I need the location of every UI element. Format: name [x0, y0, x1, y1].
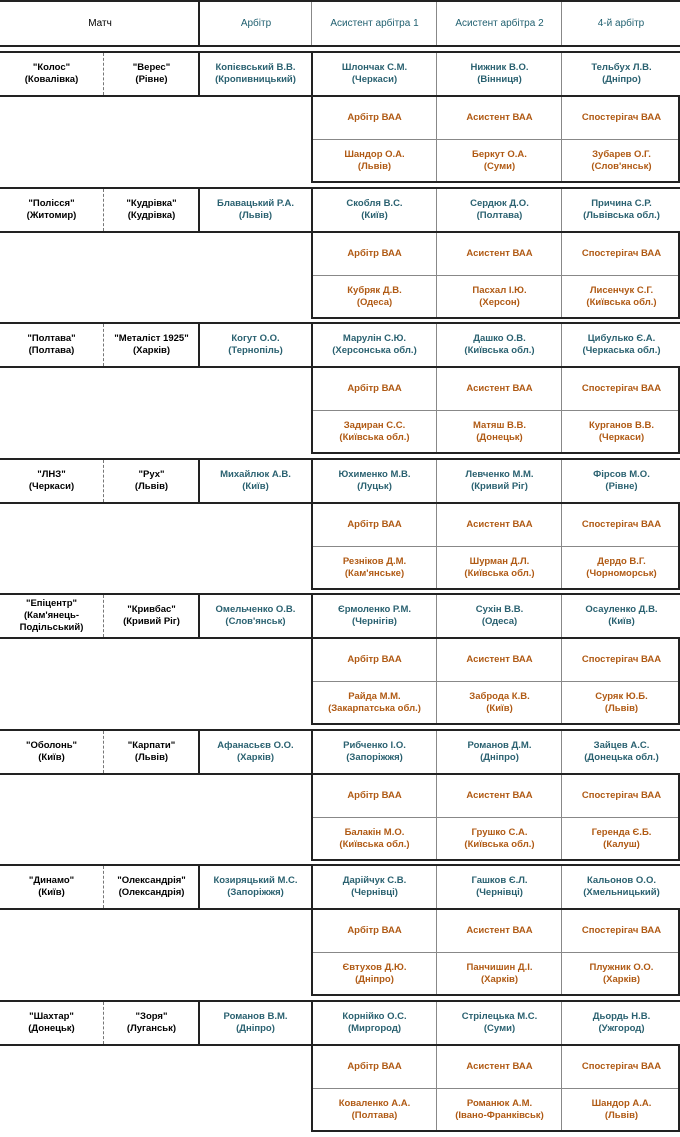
var-assistant-label: Асистент ВАА — [466, 925, 533, 936]
cell-line: (Миргород) — [347, 1023, 402, 1034]
cell-line: Шандор О.А. — [344, 148, 405, 160]
match-block — [0, 187, 680, 319]
cell-line: Райда М.М. — [348, 690, 401, 702]
referee-cell — [200, 460, 311, 502]
var-bottom-border — [311, 994, 680, 996]
cell-line: (Дніпро) — [480, 752, 519, 763]
cell-line: Шлончак С.М. — [341, 62, 408, 73]
cell-line: "Кудрівка" — [126, 198, 177, 209]
cell-divider — [436, 1002, 437, 1044]
header-divider — [561, 2, 562, 45]
cell-line: Сердюк Д.О. — [470, 198, 529, 209]
var-col-divider — [561, 504, 562, 588]
cell-line: Сухін В.В. — [475, 604, 524, 615]
referee-cell — [200, 731, 311, 773]
cell-line: (Львів) — [604, 1109, 639, 1121]
var-assistant-cell — [438, 682, 561, 723]
fourth-official-cell — [563, 866, 680, 908]
cell-line: Стрілецька М.С. — [461, 1011, 538, 1022]
cell-line: Когут О.О. — [231, 333, 280, 344]
cell-line: (Херсонська обл.) — [332, 345, 417, 356]
table-header — [0, 0, 680, 47]
var-assistant-label: Асистент ВАА — [466, 1061, 533, 1072]
cell-line: (Київська обл.) — [464, 567, 535, 579]
var-referee-cell — [313, 411, 436, 452]
var-observer-label: Спостерігач ВАА — [581, 1061, 662, 1072]
match-block — [0, 864, 680, 996]
var-referee-label: Арбітр ВАА — [347, 383, 402, 394]
assistant1-cell — [313, 189, 436, 231]
var-assistant-cell — [438, 547, 561, 588]
cell-line: Панчишин Д.І. — [466, 961, 533, 973]
cell-line: (Київська обл.) — [464, 345, 535, 356]
cell-line: (Полтава) — [351, 1109, 398, 1121]
referee-cell — [200, 1002, 311, 1044]
cell-line: Геренда Є.Б. — [591, 826, 652, 838]
cell-line: (Черкаська обл.) — [582, 345, 661, 356]
cell-divider — [436, 53, 437, 95]
cell-line: Шандор А.А. — [591, 1097, 652, 1109]
var-assistant-label: Асистент ВАА — [466, 790, 533, 801]
home-team — [0, 460, 103, 502]
cell-line: (Київська обл.) — [339, 431, 410, 443]
cell-line: Корнійко О.С. — [342, 1011, 407, 1022]
var-bottom-border — [311, 181, 680, 183]
cell-line: Єрмоленко Р.М. — [337, 604, 411, 615]
var-assistant-label: Асистент ВАА — [466, 654, 533, 665]
cell-line: (Харків) — [603, 973, 640, 985]
cell-line: "Полісся" — [28, 198, 75, 209]
cell-line: Плужник О.О. — [589, 961, 654, 973]
cell-line: (Харків) — [133, 345, 170, 356]
assistant2-cell — [438, 595, 561, 637]
cell-line: (Рівне) — [135, 74, 168, 85]
cell-line: Омельченко О.В. — [215, 604, 296, 615]
cell-line: (Тернопіль) — [228, 345, 283, 356]
cell-line: (Черкаси) — [598, 431, 645, 443]
cell-line: Рибченко І.О. — [343, 740, 406, 751]
cell-line: "Шахтар" — [29, 1011, 74, 1022]
cell-line: (Черкаси) — [351, 74, 398, 85]
fourth-official-cell — [563, 189, 680, 231]
cell-line: (Кам'янське) — [344, 567, 405, 579]
cell-line: Блавацький Р.А. — [217, 198, 294, 209]
var-referee-cell — [313, 953, 436, 994]
cell-line: "Динамо" — [28, 875, 75, 886]
cell-line: (Ковалівка) — [24, 74, 79, 85]
cell-line: Дарійчук С.В. — [342, 875, 407, 886]
cell-line: Козиряцький М.С. — [213, 875, 298, 886]
cell-divider — [561, 324, 562, 366]
home-team — [0, 866, 103, 908]
assistant2-cell — [438, 189, 561, 231]
fourth-official-cell — [563, 324, 680, 366]
away-team — [104, 866, 199, 908]
cell-line: (Донецька обл.) — [584, 752, 659, 763]
cell-line: (Суми) — [483, 1023, 516, 1034]
cell-line: (Київ) — [38, 887, 65, 898]
cell-line: (Вінниця) — [477, 74, 522, 85]
cell-line: "ЛНЗ" — [37, 469, 66, 480]
away-team — [104, 1002, 199, 1044]
var-observer-cell — [563, 411, 680, 452]
cell-line: Скобля В.С. — [346, 198, 403, 209]
cell-line: (Івано-Франківськ) — [455, 1109, 544, 1121]
cell-line: (Дніпро) — [602, 74, 641, 85]
cell-line: Коваленко А.А. — [338, 1097, 411, 1109]
cell-line: Осауленко Д.В. — [585, 604, 658, 615]
var-col-divider — [436, 97, 437, 181]
cell-divider — [561, 595, 562, 637]
var-assistant-cell — [438, 953, 561, 994]
cell-line: (Закарпатська обл.) — [328, 702, 421, 714]
var-assistant-label: Асистент ВАА — [466, 248, 533, 259]
var-assistant-label: Асистент ВАА — [466, 519, 533, 530]
var-col-divider — [436, 1046, 437, 1130]
cell-line: "Верес" — [132, 62, 171, 73]
referee-cell — [200, 866, 311, 908]
var-referee-label: Арбітр ВАА — [347, 112, 402, 123]
cell-line: Гашков Є.Л. — [471, 875, 528, 886]
cell-line: "Колос" — [32, 62, 71, 73]
var-observer-cell — [563, 1089, 680, 1130]
cell-line: Грушко С.А. — [471, 826, 528, 838]
var-referee-cell — [313, 547, 436, 588]
cell-line: Романюк А.М. — [466, 1097, 533, 1109]
assistant1-cell — [313, 53, 436, 95]
cell-line: Михайлюк А.В. — [220, 469, 291, 480]
cell-line: (Одеса) — [481, 616, 518, 627]
cell-line: Дьордь Н.В. — [592, 1011, 651, 1022]
cell-line: (Житомир) — [26, 210, 77, 221]
var-observer-label: Спостерігач ВАА — [581, 112, 662, 123]
var-observer-label: Спостерігач ВАА — [581, 519, 662, 530]
assistant1-cell — [313, 1002, 436, 1044]
var-bottom-border — [311, 317, 680, 319]
var-referee-label: Арбітр ВАА — [347, 248, 402, 259]
cell-divider — [561, 460, 562, 502]
referee-cell — [200, 595, 311, 637]
cell-divider — [561, 1002, 562, 1044]
cell-line: (Чернівці) — [476, 887, 523, 898]
cell-line: (Дніпро) — [236, 1023, 275, 1034]
var-bottom-border — [311, 723, 680, 725]
cell-line: "Рух" — [138, 469, 165, 480]
cell-line: (Херсон) — [479, 296, 520, 308]
cell-line: (Київ) — [38, 752, 65, 763]
var-referee-label: Арбітр ВАА — [347, 1061, 402, 1072]
cell-divider — [436, 324, 437, 366]
cell-line: (Хмельницький) — [583, 887, 660, 898]
cell-line: (Луганськ) — [126, 1023, 177, 1034]
cell-line: Матяш В.В. — [472, 419, 527, 431]
cell-line: "Оболонь" — [25, 740, 78, 751]
away-team — [104, 731, 199, 773]
cell-line: Причина С.Р. — [591, 198, 652, 209]
cell-divider — [436, 731, 437, 773]
cell-line: (Запоріжжя) — [346, 752, 403, 763]
var-referee-label: Арбітр ВАА — [347, 790, 402, 801]
cell-line: Зубарев О.Г. — [592, 148, 651, 160]
cell-line: (Чорноморськ) — [586, 567, 657, 579]
home-team — [0, 731, 103, 773]
fourth-official-cell — [563, 53, 680, 95]
assistant2-cell — [438, 460, 561, 502]
var-observer-label: Спостерігач ВАА — [581, 790, 662, 801]
fourth-official-cell — [563, 460, 680, 502]
cell-line: "Епіцентр" — [25, 598, 78, 609]
cell-line: Романов В.М. — [223, 1011, 288, 1022]
cell-line: Нижник В.О. — [470, 62, 529, 73]
cell-line: Дашко О.В. — [473, 333, 526, 344]
var-referee-label: Арбітр ВАА — [347, 519, 402, 530]
cell-line: (Полтава) — [476, 210, 523, 221]
var-observer-cell — [563, 140, 680, 181]
cell-line: (Олександрія) — [118, 887, 185, 898]
fourth-official-cell — [563, 595, 680, 637]
cell-line: Цибулько Є.А. — [587, 333, 656, 344]
cell-line: (Харків) — [481, 973, 518, 985]
cell-line: (Київська обл.) — [339, 838, 410, 850]
cell-divider — [436, 460, 437, 502]
cell-line: (Полтава) — [28, 345, 75, 356]
cell-divider — [436, 189, 437, 231]
assistant2-cell — [438, 731, 561, 773]
cell-line: Шурман Д.Л. — [469, 555, 530, 567]
cell-line: (Кропивницький) — [215, 74, 296, 85]
var-bottom-border — [311, 452, 680, 454]
home-team — [0, 1002, 103, 1044]
var-referee-cell — [313, 682, 436, 723]
cell-divider — [436, 866, 437, 908]
var-observer-cell — [563, 953, 680, 994]
cell-line: Пасхал І.Ю. — [472, 284, 527, 296]
cell-line: (Рівне) — [605, 481, 638, 492]
cell-line: (Чернівці) — [351, 887, 398, 898]
cell-line: Дердо В.Г. — [597, 555, 646, 567]
var-col-divider — [561, 775, 562, 859]
referee-cell — [200, 53, 311, 95]
var-observer-label: Спостерігач ВАА — [581, 248, 662, 259]
cell-line: Марулін С.Ю. — [342, 333, 407, 344]
cell-line: (Харків) — [237, 752, 274, 763]
header-divider — [436, 2, 437, 45]
cell-line: (Львів) — [134, 481, 169, 492]
cell-line: (Слов'янськ) — [591, 160, 652, 172]
cell-line: (Дніпро) — [355, 973, 394, 985]
cell-line: Романов Д.М. — [467, 740, 532, 751]
referee-cell — [200, 324, 311, 366]
cell-line: (Київ) — [486, 702, 513, 714]
fourth-official-cell — [563, 1002, 680, 1044]
cell-line: Копієвський В.В. — [215, 62, 296, 73]
assistant2-cell — [438, 53, 561, 95]
assistant1-cell — [313, 731, 436, 773]
var-col-divider — [561, 368, 562, 452]
cell-line: (Одеса) — [356, 296, 393, 308]
var-observer-cell — [563, 547, 680, 588]
var-col-divider — [436, 639, 437, 723]
cell-line: (Київ) — [361, 210, 388, 221]
var-col-divider — [436, 233, 437, 317]
cell-line: Кубряк Д.В. — [347, 284, 402, 296]
var-assistant-cell — [438, 276, 561, 317]
var-col-divider — [561, 233, 562, 317]
var-col-divider — [436, 368, 437, 452]
var-observer-label: Спостерігач ВАА — [581, 383, 662, 394]
cell-line: (Чернігів) — [352, 616, 397, 627]
home-team — [0, 189, 103, 231]
var-referee-cell — [313, 140, 436, 181]
var-col-divider — [436, 775, 437, 859]
var-assistant-cell — [438, 1089, 561, 1130]
var-col-divider — [561, 910, 562, 994]
assistant1-cell — [313, 460, 436, 502]
cell-line: "Металіст 1925" — [114, 333, 189, 344]
header-assistant2: Асистент арбітра 2 — [455, 17, 544, 29]
cell-line: (Донецьк) — [476, 431, 523, 443]
cell-line: Заброда К.В. — [469, 690, 530, 702]
var-observer-cell — [563, 682, 680, 723]
cell-line: (Київська обл.) — [464, 838, 535, 850]
cell-line: Резніков Д.М. — [342, 555, 407, 567]
cell-line: Тельбух Л.В. — [591, 62, 652, 73]
match-block — [0, 1000, 680, 1132]
cell-line: Афанасьєв О.О. — [217, 740, 294, 751]
cell-line: (Львів) — [357, 160, 392, 172]
cell-line: (Черкаси) — [28, 481, 75, 492]
away-team — [104, 324, 199, 366]
header-referee: Арбітр — [240, 17, 272, 29]
cell-line: "Зоря" — [135, 1011, 168, 1022]
away-team — [104, 189, 199, 231]
cell-divider — [436, 595, 437, 637]
var-bottom-border — [311, 588, 680, 590]
cell-line: (Львів) — [604, 702, 639, 714]
cell-line: Фірсов М.О. — [593, 469, 650, 480]
var-assistant-cell — [438, 818, 561, 859]
cell-line: "Кривбас" — [127, 604, 176, 615]
var-assistant-label: Асистент ВАА — [466, 112, 533, 123]
cell-line: Зайцев А.С. — [593, 740, 650, 751]
header-divider — [198, 2, 200, 45]
cell-line: (Львів) — [238, 210, 273, 221]
cell-line: (Донецьк) — [28, 1023, 75, 1034]
away-team — [104, 460, 199, 502]
var-assistant-cell — [438, 140, 561, 181]
var-referee-cell — [313, 276, 436, 317]
cell-line: (Слов'янськ) — [225, 616, 286, 627]
header-match: Матч — [88, 17, 112, 29]
cell-line: "Олександрія" — [117, 875, 186, 886]
home-team — [0, 324, 103, 366]
match-block — [0, 51, 680, 183]
var-col-divider — [561, 97, 562, 181]
match-block — [0, 458, 680, 590]
cell-line: Левченко М.М. — [465, 469, 534, 480]
fourth-official-cell — [563, 731, 680, 773]
cell-line: (Калуш) — [603, 838, 640, 850]
referee-cell — [200, 189, 311, 231]
cell-line: Юхименко М.В. — [338, 469, 411, 480]
cell-line: (Кривий Ріг) — [471, 481, 528, 492]
cell-line: (Ужгород) — [598, 1023, 645, 1034]
cell-line: Подільський) — [19, 622, 84, 633]
var-referee-label: Арбітр ВАА — [347, 925, 402, 936]
away-team — [104, 53, 199, 95]
var-observer-label: Спостерігач ВАА — [581, 925, 662, 936]
cell-divider — [561, 731, 562, 773]
header-fourth-official: 4-й арбітр — [597, 17, 645, 29]
cell-line: (Кудрівка) — [127, 210, 176, 221]
cell-line: (Київ) — [242, 481, 269, 492]
cell-line: (Київ) — [608, 616, 635, 627]
match-block — [0, 729, 680, 861]
var-observer-label: Спостерігач ВАА — [581, 654, 662, 665]
match-block — [0, 322, 680, 454]
var-assistant-cell — [438, 411, 561, 452]
var-assistant-label: Асистент ВАА — [466, 383, 533, 394]
cell-line: Курганов В.В. — [588, 419, 655, 431]
cell-line: Кальонов О.О. — [587, 875, 656, 886]
cell-line: Беркут О.А. — [472, 148, 527, 160]
match-block — [0, 593, 680, 725]
cell-line: (Суми) — [483, 160, 516, 172]
cell-line: Лисенчук С.Г. — [589, 284, 654, 296]
assistant1-cell — [313, 866, 436, 908]
cell-line: (Кривий Ріг) — [123, 616, 180, 627]
cell-line: "Карпати" — [127, 740, 176, 751]
header-divider — [311, 2, 312, 45]
var-col-divider — [561, 639, 562, 723]
assistant1-cell — [313, 324, 436, 366]
assistant2-cell — [438, 324, 561, 366]
var-bottom-border — [311, 859, 680, 861]
var-observer-cell — [563, 276, 680, 317]
header-assistant1: Асистент арбітра 1 — [330, 17, 419, 29]
var-bottom-border — [311, 1130, 680, 1132]
cell-line: (Львівська обл.) — [583, 210, 660, 221]
var-observer-cell — [563, 818, 680, 859]
home-team — [0, 53, 103, 95]
cell-line: (Київська обл.) — [586, 296, 657, 308]
var-referee-cell — [313, 1089, 436, 1130]
var-referee-label: Арбітр ВАА — [347, 654, 402, 665]
assistant2-cell — [438, 866, 561, 908]
cell-divider — [561, 53, 562, 95]
away-team — [104, 595, 199, 637]
cell-line: Суряк Ю.Б. — [595, 690, 648, 702]
cell-line: Задиран С.С. — [343, 419, 406, 431]
cell-divider — [561, 189, 562, 231]
cell-line: (Луцьк) — [357, 481, 392, 492]
cell-line: (Кам'янець- — [23, 610, 80, 621]
var-col-divider — [436, 910, 437, 994]
cell-line: (Львів) — [134, 752, 169, 763]
assistant2-cell — [438, 1002, 561, 1044]
var-col-divider — [561, 1046, 562, 1130]
cell-line: Євтухов Д.Ю. — [342, 961, 407, 973]
assistant1-cell — [313, 595, 436, 637]
cell-line: Балакін М.О. — [344, 826, 405, 838]
cell-divider — [561, 866, 562, 908]
cell-line: (Запоріжжя) — [227, 887, 284, 898]
home-team — [0, 595, 103, 637]
var-referee-cell — [313, 818, 436, 859]
cell-line: "Полтава" — [27, 333, 76, 344]
var-col-divider — [436, 504, 437, 588]
